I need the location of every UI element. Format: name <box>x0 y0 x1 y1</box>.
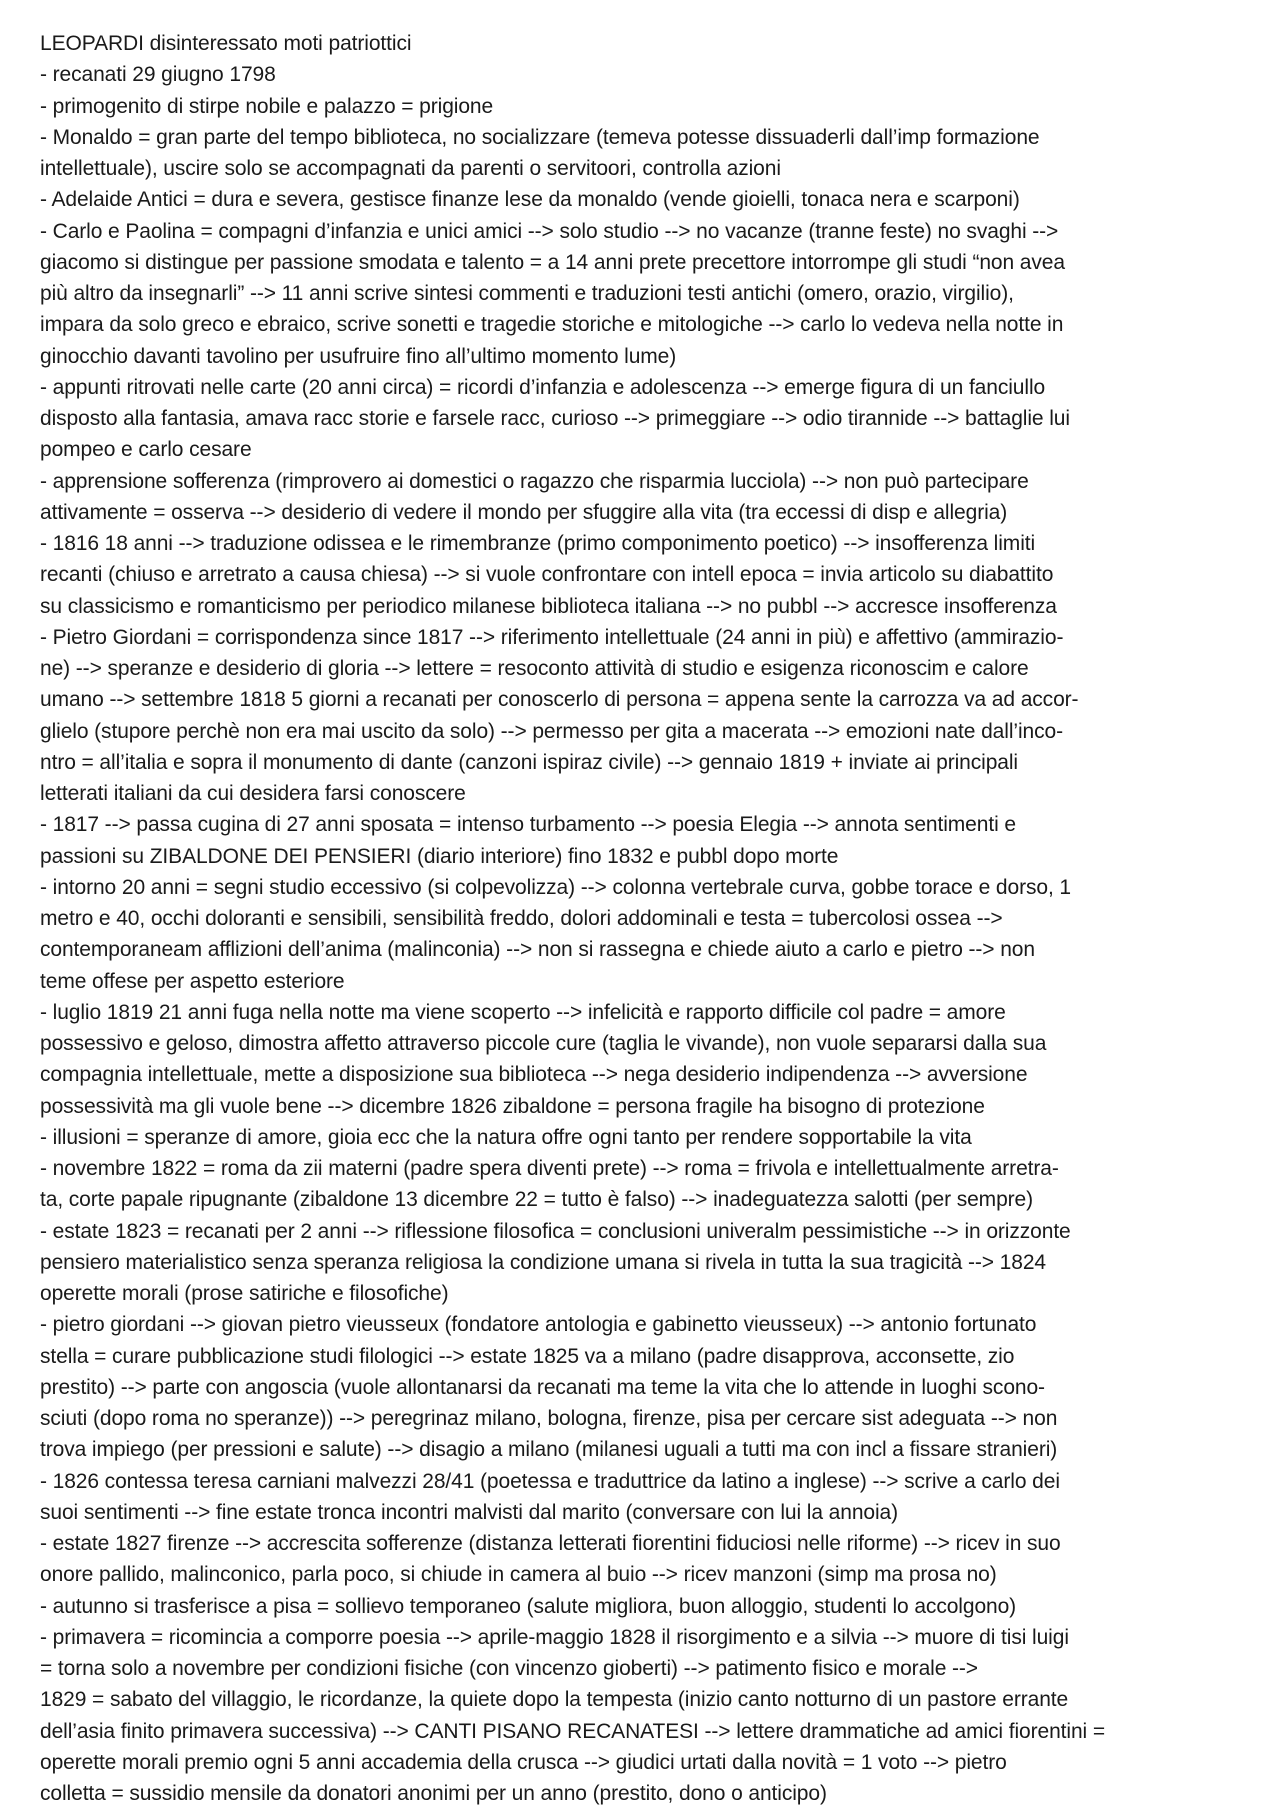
text-line: - estate 1827 firenze --> accrescita sofferenze (distanza letterati fiorentini fiduciosi nelle riforme) --> ricev in suo <box>40 1532 1061 1555</box>
text-line: = torna solo a novembre per condizioni fisiche (con vincenzo gioberti) --> patimento fisico e morale --> <box>40 1657 978 1680</box>
text-line: possessivo e geloso, dimostra affetto attraverso piccole cure (taglia le vivande), non vuole separarsi dalla sua <box>40 1032 1047 1055</box>
text-line: possessività ma gli vuole bene --> dicembre 1826 zibaldone = persona fragile ha bisogno di protezione <box>40 1094 985 1118</box>
text-line: giacomo si distingue per passione smodata e talento = a 14 anni prete precettore intorrompe gli studi “non avea <box>40 250 1065 274</box>
text-line: - 1816 18 anni --> traduzione odissea e le rimembranze (primo componimento poetico) --> insofferenza limiti <box>40 532 1036 555</box>
text-line: onore pallido, malinconico, parla poco, si chiude in camera al buio --> ricev manzoni (simp ma prosa no) <box>40 1563 997 1587</box>
text-line: - estate 1823 = recanati per 2 anni --> riflessione filosofica = conclusioni univeralm pessimistiche --> in orizzonte <box>40 1219 1071 1243</box>
text-line: prestito) --> parte con angoscia (vuole allontanarsi da recanati ma teme la vita che lo attende in luoghi scono- <box>40 1375 1045 1399</box>
text-line: - Pietro Giordani = corrispondenza since 1817 --> riferimento intellettuale (24 anni in più) e affettivo (ammirazio- <box>40 625 1064 649</box>
text-line: - Monaldo = gran parte del tempo biblioteca, no socializzare (temeva potesse dissuaderli dall’imp formazione <box>40 125 1040 149</box>
text-line: letterati italiani da cui desidera farsi conoscere <box>40 782 466 805</box>
text-line: ne) --> speranze e desiderio di gloria --> lettere = resoconto attività di studio e esigenza riconoscim e calore <box>40 657 1029 680</box>
text-line: impara da solo greco e ebraico, scrive sonetti e tragedie storiche e mitologiche --> carlo lo vedeva nella notte in <box>40 313 1064 337</box>
text-line: ntro = all’italia e sopra il monumento di dante (canzoni ispiraz civile) --> gennaio 1819 + inviate ai principali <box>40 750 1018 774</box>
text-line: - 1826 contessa teresa carniani malvezzi 28/41 (poetessa e traduttrice da latino a inglese) --> scrive a carlo dei <box>40 1469 1060 1493</box>
text-line: sciuti (dopo roma no speranze)) --> peregrinaz milano, bologna, firenze, pisa per cercare sist adeguata --> non <box>40 1407 1058 1430</box>
text-line: - autunno si trasferisce a pisa = sollievo temporaneo (salute migliora, buon alloggio, studenti lo accolgono) <box>40 1594 1017 1618</box>
text-line: metro e 40, occhi doloranti e sensibili, sensibilità freddo, dolori addominali e testa = tubercolosi ossea --> <box>40 907 1003 930</box>
text-line: stella = curare pubblicazione studi filologici --> estate 1825 va a milano (padre disapprova, acconsette, zio <box>40 1344 1015 1368</box>
text-line: pompeo e carlo cesare <box>40 438 252 462</box>
text-line: operette morali premio ogni 5 anni accademia della crusca --> giudici urtati dalla novità = 1 voto --> pietro <box>40 1750 1007 1774</box>
text-line: - 1817 --> passa cugina di 27 anni sposata = intenso turbamento --> poesia Elegia --> annota sentimenti e <box>40 813 1016 837</box>
text-line: dell’asia finito primavera successiva) --> CANTI PISANO RECANATESI --> lettere drammatiche ad amici fiorentini = <box>40 1719 1106 1743</box>
text-line: - appunti ritrovati nelle carte (20 anni circa) = ricordi d’infanzia e adolescenza --> emerge figura di un fanciullo <box>40 375 1046 399</box>
text-line: pensiero materialistico senza speranza religiosa la condizione umana si rivela in tutta la sua tragicità --> 1824 <box>40 1250 1046 1274</box>
text-line: passioni su ZIBALDONE DEI PENSIERI (diario interiore) fino 1832 e pubbl dopo morte <box>40 844 839 868</box>
text-line: - primavera = ricomincia a comporre poesia --> aprile-maggio 1828 il risorgimento e a silvia --> muore di tisi luigi <box>40 1625 1069 1649</box>
text-line: - recanati 29 giugno 1798 <box>40 63 276 87</box>
text-line: LEOPARDI disinteressato moti patriottici <box>40 32 412 55</box>
text-line: teme offese per aspetto esteriore <box>40 969 345 993</box>
text-line: intellettuale), uscire solo se accompagnati da parenti o servitoori, controlla azioni <box>40 157 781 180</box>
text-line: su classicismo e romanticismo per periodico milanese biblioteca italiana --> no pubbl --> accresce insofferenza <box>40 594 1057 618</box>
text-line: - pietro giordani --> giovan pietro vieusseux (fondatore antologia e gabinetto vieusseux) --> antonio fortunato <box>40 1313 1037 1337</box>
text-line: ta, corte papale ripugnante (zibaldone 13 dicembre 22 = tutto è falso) --> inadeguatezza salotti (per sempre) <box>40 1188 1034 1212</box>
text-line: - Carlo e Paolina = compagni d’infanzia e unici amici --> solo studio --> no vacanze (tranne feste) no svaghi --> <box>40 219 1059 243</box>
text-line: - illusioni = speranze di amore, gioia ecc che la natura offre ogni tanto per rendere sopportabile la vita <box>40 1125 972 1149</box>
text-line: trova impiego (per pressioni e salute) --> disagio a milano (milanesi uguali a tutti ma con incl a fissare stranieri) <box>40 1438 1058 1462</box>
text-line: operette morali (prose satiriche e filosofiche) <box>40 1282 449 1305</box>
text-line: - intorno 20 anni = segni studio eccessivo (si colpevolizza) --> colonna vertebrale curva, gobbe torace e dorso, 1 <box>40 875 1072 899</box>
text-line: disposto alla fantasia, amava racc storie e farsele racc, curioso --> primeggiare --> odio tirannide --> battaglie lui <box>40 407 1070 430</box>
text-line: recanti (chiuso e arretrato a causa chiesa) --> si vuole confrontare con intell epoca = invia articolo su diabattito <box>40 563 1054 587</box>
text-line: attivamente = osserva --> desiderio di vedere il mondo per sfuggire alla vita (tra eccessi di disp e allegria) <box>40 500 1008 524</box>
text-line: - apprensione sofferenza (rimprovero ai domestici o ragazzo che risparmia lucciola) --> non può partecipare <box>40 469 1029 493</box>
text-line: - Adelaide Antici = dura e severa, gestisce finanze lese da monaldo (vende gioielli, tonaca nera e scarponi) <box>40 188 1020 212</box>
notes-text <box>40 28 1244 1809</box>
text-line: 1829 = sabato del villaggio, le ricordanze, la quiete dopo la tempesta (inizio canto notturno di un pastore errante <box>40 1688 1069 1712</box>
text-line: - primogenito di stirpe nobile e palazzo = prigione <box>40 94 494 118</box>
text-line: - novembre 1822 = roma da zii materni (padre spera diventi prete) --> roma = frivola e intellettualmente arretra- <box>40 1157 1059 1180</box>
text-line: colletta = sussidio mensile da donatori anonimi per un anno (prestito, dono o anticipo) <box>40 1782 827 1805</box>
text-line: più altro da insegnarli” --> 11 anni scrive sintesi commenti e traduzioni testi antichi (omero, orazio, virgilio), <box>40 282 1014 305</box>
text-line: contemporaneam afflizioni dell’anima (malinconia) --> non si rassegna e chiede aiuto a carlo e pietro --> non <box>40 938 1035 962</box>
text-line: umano --> settembre 1818 5 giorni a recanati per conoscerlo di persona = appena sente la carrozza va ad accor- <box>40 688 1079 712</box>
text-line: - luglio 1819 21 anni fuga nella notte ma viene scoperto --> infelicità e rapporto difficile col padre = amore <box>40 1000 1006 1024</box>
text-line: glielo (stupore perchè non era mai uscito da solo) --> permesso per gita a macerata --> emozioni nate dall’inco- <box>40 719 1063 743</box>
text-line: compagnia intellettuale, mette a disposizione sua biblioteca --> nega desiderio indipendenza --> avversione <box>40 1063 1028 1087</box>
text-line: ginocchio davanti tavolino per usufruire fino all’ultimo momento lume) <box>40 344 677 368</box>
text-line: suoi sentimenti --> fine estate tronca incontri malvisti dal marito (conversare con lui la annoia) <box>40 1500 899 1524</box>
